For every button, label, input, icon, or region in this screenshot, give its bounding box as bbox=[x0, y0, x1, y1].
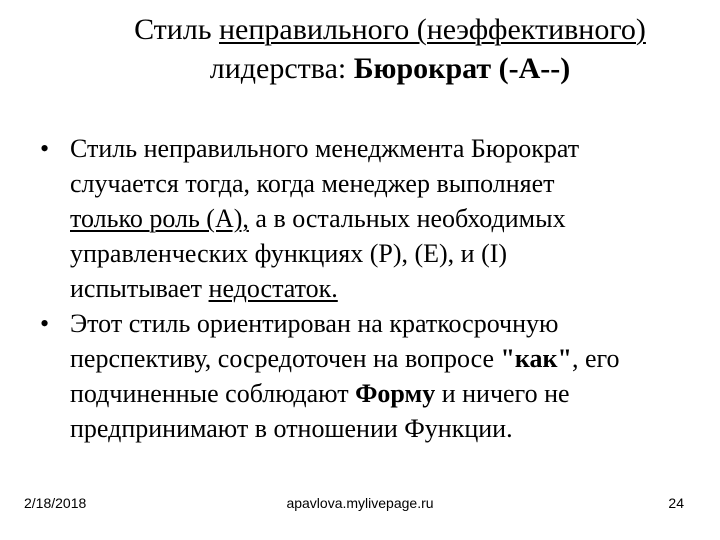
bullet-line: перспективу, сосредоточен на вопросе "как", его bbox=[70, 344, 620, 373]
bullet-line: управленческих функциях (P), (E), и (I) bbox=[70, 239, 508, 268]
bullet-line: подчиненные соблюдают Форму и ничего не bbox=[70, 379, 570, 408]
footer-page-number: 24 bbox=[668, 495, 684, 511]
title-bold-text: Бюрократ (-А--) bbox=[353, 52, 571, 85]
bullet-line: предпринимают в отношении Функции. bbox=[70, 414, 513, 443]
underlined-text: недостаток. bbox=[208, 274, 338, 303]
bullet-item-2 bbox=[40, 306, 700, 446]
slide-title bbox=[60, 10, 720, 88]
title-line-1: Стиль неправильного (неэффективного) bbox=[134, 13, 646, 46]
bullet-line: • Стиль неправильного менеджмента Бюрократ bbox=[70, 134, 580, 163]
bold-text: "как" bbox=[500, 344, 572, 373]
bullet-line: случается тогда, когда менеджер выполняет bbox=[70, 169, 555, 198]
bullet-line: только роль (A), а в остальных необходимых bbox=[70, 204, 566, 233]
bullet-item-1 bbox=[40, 131, 700, 306]
underlined-text: только роль (A), bbox=[70, 204, 249, 233]
title-line-2: лидерства: Бюрократ (-А--) bbox=[209, 52, 571, 85]
title-underlined-text: неправильного (неэффективного) bbox=[219, 13, 646, 46]
footer-date: 2/18/2018 bbox=[24, 495, 87, 511]
bullet-line: испытывает недостаток. bbox=[70, 274, 338, 303]
bold-text: Форму bbox=[355, 379, 436, 408]
bullet-list bbox=[40, 131, 700, 446]
bullet-line: • Этот стиль ориентирован на краткосрочную bbox=[70, 309, 559, 338]
footer-site: apavlova.mylivepage.ru bbox=[286, 495, 434, 511]
